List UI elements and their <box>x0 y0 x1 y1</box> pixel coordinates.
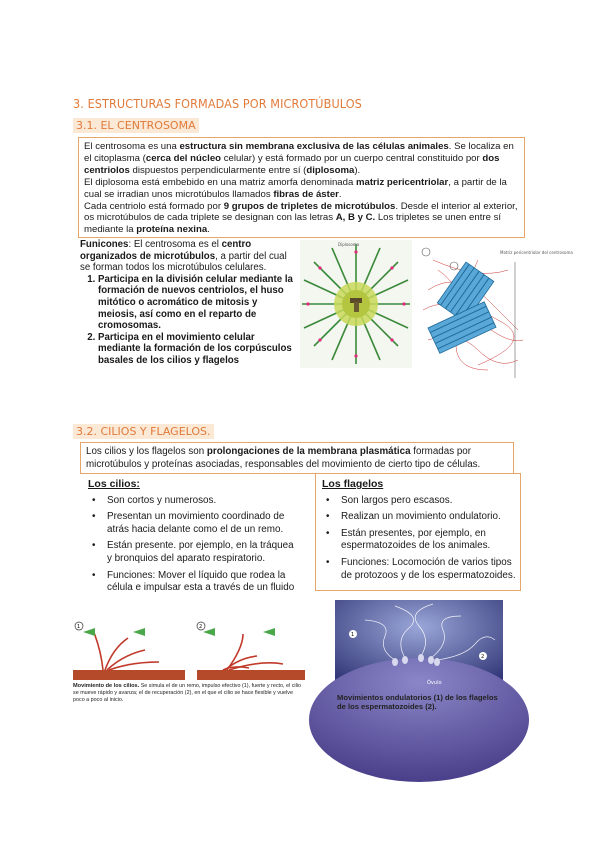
flagelos-item: • Están presentes, por ejemplo, en espermatozoides de los animales. <box>322 528 520 553</box>
svg-text:Matriz pericentriolar del cent: Matriz pericentriolar del centrosoma <box>500 250 573 255</box>
main-heading: 3. ESTRUCTURAS FORMADAS POR MICROTÚBULOS <box>73 96 362 111</box>
cilia-caption: Movimiento de los cilios. Se simula el de un remo, impulso efectivo (1), fuerte y recto, el cilio se mueve rápido y avanza; el de recuperación (2), en el que el cilio se hace flexible y vuelve poco a poco al inicio. <box>73 683 302 703</box>
aster-figure <box>300 240 412 368</box>
centrosoma-description-box: El centrosoma es una estructura sin membrana exclusiva de las células animales. Se localiza en el citoplasma (cerca del núcleo celular) y está formado por un cuerpo central constituido por dos centriolos dispuestos perpendicularmente entre sí (diplosoma). El diplosoma está embebido en una matriz amorfa denominada matriz pericentriolar, a partir de la cual se irradian unos microtúbulos llamados fibras de áster. Cada centriolo está formado por 9 grupos de tripletes de microtúbulos. Desde el interior al exterior, os microtúbulos de cada triplete se designan con las letras A, B y C. Los tripletes se unen entre sí mediante la proteína nexina. <box>78 137 525 238</box>
centriole-figure <box>418 240 573 380</box>
section-heading-centrosoma: 3.1. EL CENTROSOMA <box>73 118 202 134</box>
svg-text:Diplosoma: Diplosoma <box>338 242 360 247</box>
flagelos-title: Los flagelos <box>322 478 384 490</box>
flagelos-item: • Son largos pero escasos. <box>322 495 520 508</box>
flagelos-box <box>315 473 521 591</box>
flagelos-item: • Realizan un movimiento ondulatorio. <box>322 511 520 524</box>
section-heading-cilios: 3.2. CILIOS Y FLAGELOS. <box>73 424 217 440</box>
svg-text:2: 2 <box>199 624 203 630</box>
cilios-item: • Presentan un movimiento coordinado de atrás hacia delante como el de un remo. <box>88 511 298 536</box>
cilios-column <box>88 478 298 599</box>
cilios-item: • Son cortos y numerosos. <box>88 495 298 508</box>
flagella-figure <box>335 600 503 690</box>
cilia-movement-figure <box>73 620 305 680</box>
svg-text:1: 1 <box>77 624 81 630</box>
function-item: 2. Participa en el movimiento celular mediante la formación de los corpúsculos basales de los cilios y flagelos <box>98 332 295 367</box>
svg-text:2: 2 <box>481 654 485 660</box>
flagella-caption: Movimientos ondulatorios (1) de los flagelos de los espermatozoides (2). <box>337 693 498 712</box>
cilios-item: • Están presente. por ejemplo, en la tráquea y bronquios del aparato respiratorio. <box>88 540 298 565</box>
function-item: 1. Participa en la división celular mediante la formación de nuevos centriolos, el huso mitótico o acromático de mitosis y meiosis, así como en el reparto de cromosomas. <box>98 274 295 332</box>
functions-intro: Funicones: El centrosoma es el centro organizados de microtúbulos, a partir del cual se forman todos los microtúbulos celulares. <box>80 239 287 274</box>
flagelos-item: • Funciones: Locomoción de varios tipos de protozoos y de los espermatozoides. <box>322 557 520 582</box>
flagelos-column <box>316 474 520 582</box>
cilios-intro-box: Los cilios y los flagelos son prolongaciones de la membrana plasmática formadas por microtúbulos y proteínas asociadas, responsables del movimiento de cierto tipo de células. <box>80 442 514 474</box>
centrosoma-functions <box>80 239 295 367</box>
cilios-item: • Funciones: Mover el líquido que rodea la célula e impulsar esta a través de un fluido <box>88 570 298 595</box>
cilios-title: Los cilios: <box>88 478 140 490</box>
svg-text:Óvulo: Óvulo <box>427 680 442 686</box>
svg-text:1: 1 <box>351 632 355 638</box>
